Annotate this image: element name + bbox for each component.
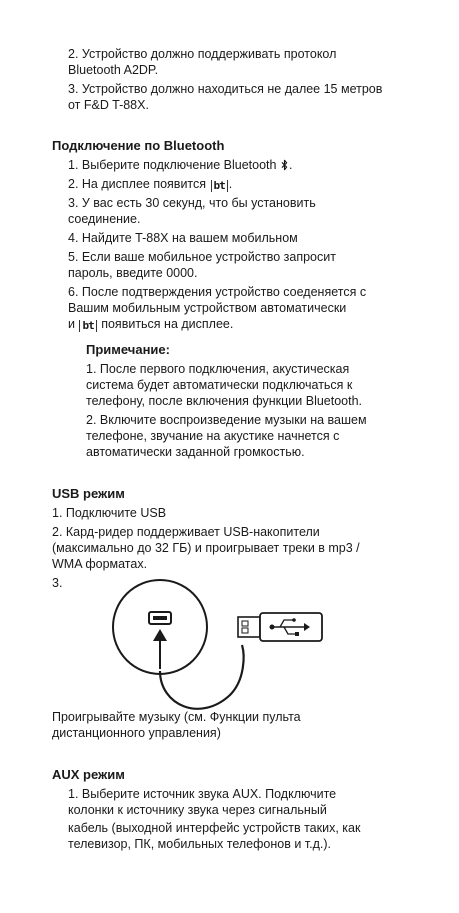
usb-step-2-line1: 2. Кард-ридер поддерживает USB-накопители — [52, 525, 320, 539]
note-2-line1: 2. Включите воспроизведение музыки на вашем — [86, 413, 367, 427]
lcd-bt-indicator-2: bt — [79, 320, 96, 332]
bluetooth-step-6-end: появиться на дисплее. — [101, 317, 234, 331]
aux-step-1-line3: кабель (выходной интерфейс устройств таких, как — [68, 821, 361, 835]
usb-connection-illustration — [100, 575, 340, 725]
usb-port-icon — [149, 612, 171, 624]
bluetooth-step-1-dot: . — [288, 158, 293, 172]
bluetooth-section — [52, 138, 422, 154]
bluetooth-step-2-text: 2. На дисплее появится — [68, 177, 207, 191]
usb-play-note — [52, 709, 422, 741]
note-heading: Примечание: — [86, 342, 170, 357]
aux-heading: AUX режим — [52, 767, 125, 782]
bluetooth-step-1 — [68, 157, 418, 173]
bluetooth-step-3-line2: соединение. — [68, 212, 141, 226]
usb-step-1: 1. Подключите USB — [52, 506, 167, 520]
note-2-line3: автоматически заданной громкостью. — [86, 445, 305, 459]
requirement-2-line1: 2. Устройство должно поддерживать протокол — [68, 47, 337, 61]
note-1-line3: телефону, после включения функции Bluetooth. — [86, 394, 363, 408]
requirement-3-line2: от F&D T-88X. — [68, 98, 149, 112]
aux-section — [52, 767, 422, 783]
note-2-line2: телефоне, звучание на акустике начнется с — [86, 429, 340, 443]
bluetooth-step-6-line1: 6. После подтверждения устройство соеденяется с — [68, 285, 367, 299]
aux-steps — [68, 786, 418, 852]
requirement-2-line2: Bluetooth A2DP. — [68, 63, 159, 77]
bluetooth-step-5-line1: 5. Если ваше мобильное устройство запросит — [68, 250, 336, 264]
usb-step-2-line2: (максимально до 32 ГБ) и проигрывает треки в mp3 / — [52, 541, 360, 555]
bluetooth-step-3-line1: 3. У вас есть 30 секунд, что бы установить — [68, 196, 316, 210]
bluetooth-step-4: 4. Найдите T-88X на вашем мобильном — [68, 231, 298, 245]
requirement-3-line1: 3. Устройство должно находиться не далее 15 метров — [68, 82, 383, 96]
usb-play-line2: дистанционного управления) — [52, 726, 221, 740]
curved-arrow-icon — [160, 645, 244, 709]
requirements-block — [68, 46, 418, 116]
lcd-bt-indicator: bt — [211, 180, 228, 192]
usb-step-3: 3. — [52, 576, 63, 590]
usb-heading: USB режим — [52, 486, 125, 501]
aux-step-1-line4: телевизор, ПК, мобильных телефонов и т.д.). — [68, 837, 331, 851]
aux-step-1-line2: колонки к источнику звука через сигнальный — [68, 803, 327, 817]
note-1-line2: система будет автоматически подключаться к — [86, 378, 353, 392]
usb-step-2-line3: WMA форматах. — [52, 557, 148, 571]
bluetooth-note — [86, 342, 421, 460]
bluetooth-step-2-end: . — [228, 177, 233, 191]
bluetooth-step-5-line2: пароль, введите 0000. — [68, 266, 198, 280]
up-arrow-icon — [153, 629, 167, 669]
bluetooth-step-6-line3 — [68, 316, 418, 332]
bluetooth-steps — [68, 157, 418, 335]
aux-step-1-line1: 1. Выберите источник звука AUX. Подключите — [68, 787, 337, 801]
note-1-line1: 1. После первого подключения, акустическая — [86, 362, 350, 376]
bluetooth-step-1-text: 1. Выберите подключение Bluetooth — [68, 158, 277, 172]
bluetooth-step-6-and: и — [68, 317, 75, 331]
bluetooth-heading: Подключение по Bluetooth — [52, 138, 225, 153]
bluetooth-step-2 — [68, 176, 418, 192]
usb-play-line1: Проигрывайте музыку (см. Функции пульта — [52, 710, 301, 724]
bluetooth-step-6-line2: Вашим мобильным устройством автоматически — [68, 301, 347, 315]
usb-flash-drive-icon — [238, 613, 322, 641]
bluetooth-icon — [280, 159, 289, 171]
